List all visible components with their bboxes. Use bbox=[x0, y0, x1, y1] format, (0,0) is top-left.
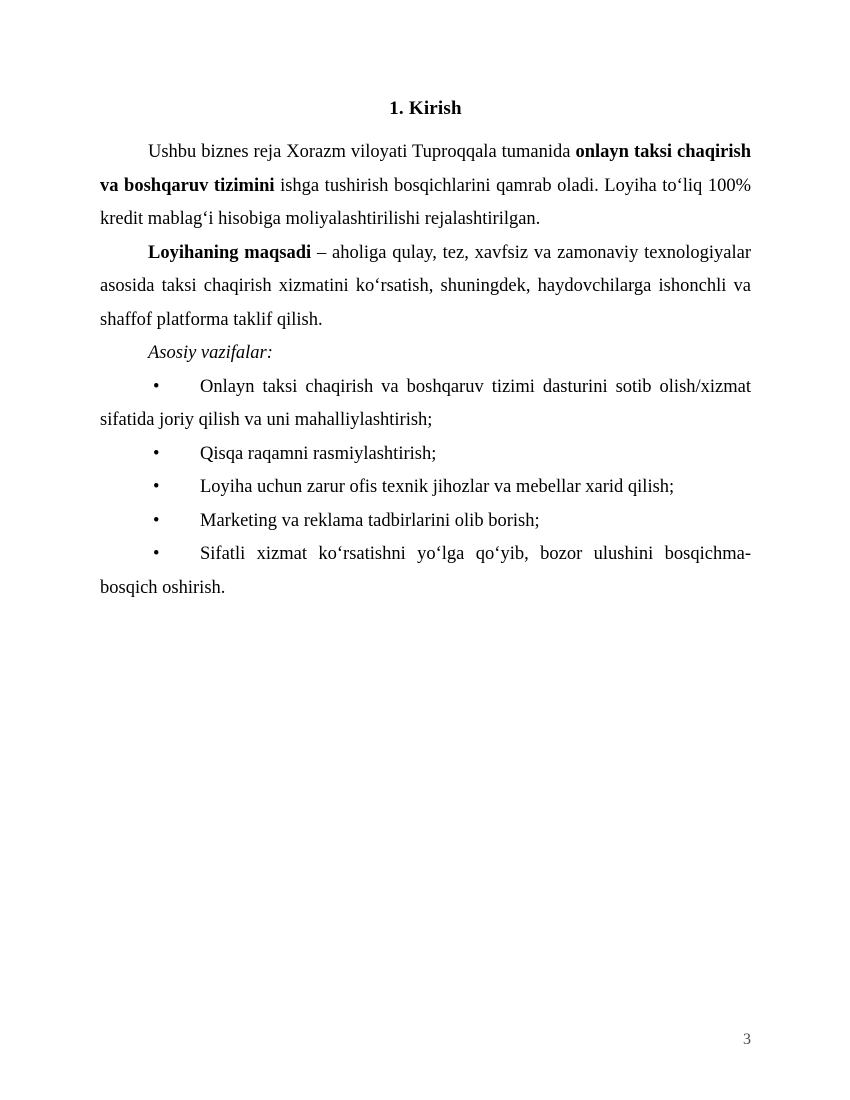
paragraph-intro bbox=[100, 136, 751, 237]
paragraph-intro-bold: onlayn taksi chaqirish va boshqaruv tizimini bbox=[100, 142, 751, 196]
tasks-label: Asosiy vazifalar: bbox=[148, 343, 273, 363]
paragraph-purpose-bold: Loyihaning maqsadi bbox=[148, 242, 312, 263]
paragraph-purpose-tail: – aholiga qulay, tez, xavfsiz va zamonaviy texnologiyalar asosida taksi chaqirish xizmatini koʻrsatish, shuningdek, haydovchilarga ishonchli va shaffof platforma taklif qilish. bbox=[100, 242, 751, 330]
list-item bbox=[100, 505, 751, 539]
bullet-icon: • bbox=[153, 376, 160, 397]
page-title: 1. Kirish bbox=[389, 98, 462, 119]
list-item bbox=[100, 438, 751, 472]
list-item-label: Sifatli xizmat koʻrsatishni yoʻlga qoʻyib, bozor ulushini bosqichma-bosqich oshirish. bbox=[100, 544, 751, 598]
bullet-icon: • bbox=[153, 544, 160, 564]
list-item bbox=[100, 538, 751, 605]
tasks-list bbox=[100, 371, 751, 606]
page-content bbox=[100, 92, 751, 605]
list-item-label: Marketing va reklama tadbirlarini olib borish; bbox=[200, 510, 540, 531]
bullet-icon: • bbox=[153, 510, 160, 531]
list-item-label: Onlayn taksi chaqirish va boshqaruv tizimi dasturini sotib olish/xizmat sifatida joriy qilish va uni mahalliylashtirish; bbox=[100, 376, 751, 430]
list-item bbox=[100, 471, 751, 505]
list-item-label: Qisqa raqamni rasmiylashtirish; bbox=[200, 443, 437, 464]
list-item bbox=[100, 371, 751, 438]
paragraph-purpose bbox=[100, 237, 751, 338]
paragraph-intro-lead: Ushbu biznes reja Xorazm viloyati Tuproqqala tumanida bbox=[148, 142, 576, 162]
bullet-icon: • bbox=[153, 477, 160, 497]
paragraph-intro-tail: ishga tushirish bosqichlarini qamrab oladi. Loyiha toʻliq 100% kredit mablagʻi hisobiga moliyalashtirilishi rejalashtirilgan. bbox=[100, 175, 752, 229]
list-item-label: Loyiha uchun zarur ofis texnik jihozlar va mebellar xarid qilish; bbox=[200, 477, 675, 497]
page-number: 3 bbox=[743, 1031, 751, 1048]
bullet-icon: • bbox=[153, 443, 160, 464]
